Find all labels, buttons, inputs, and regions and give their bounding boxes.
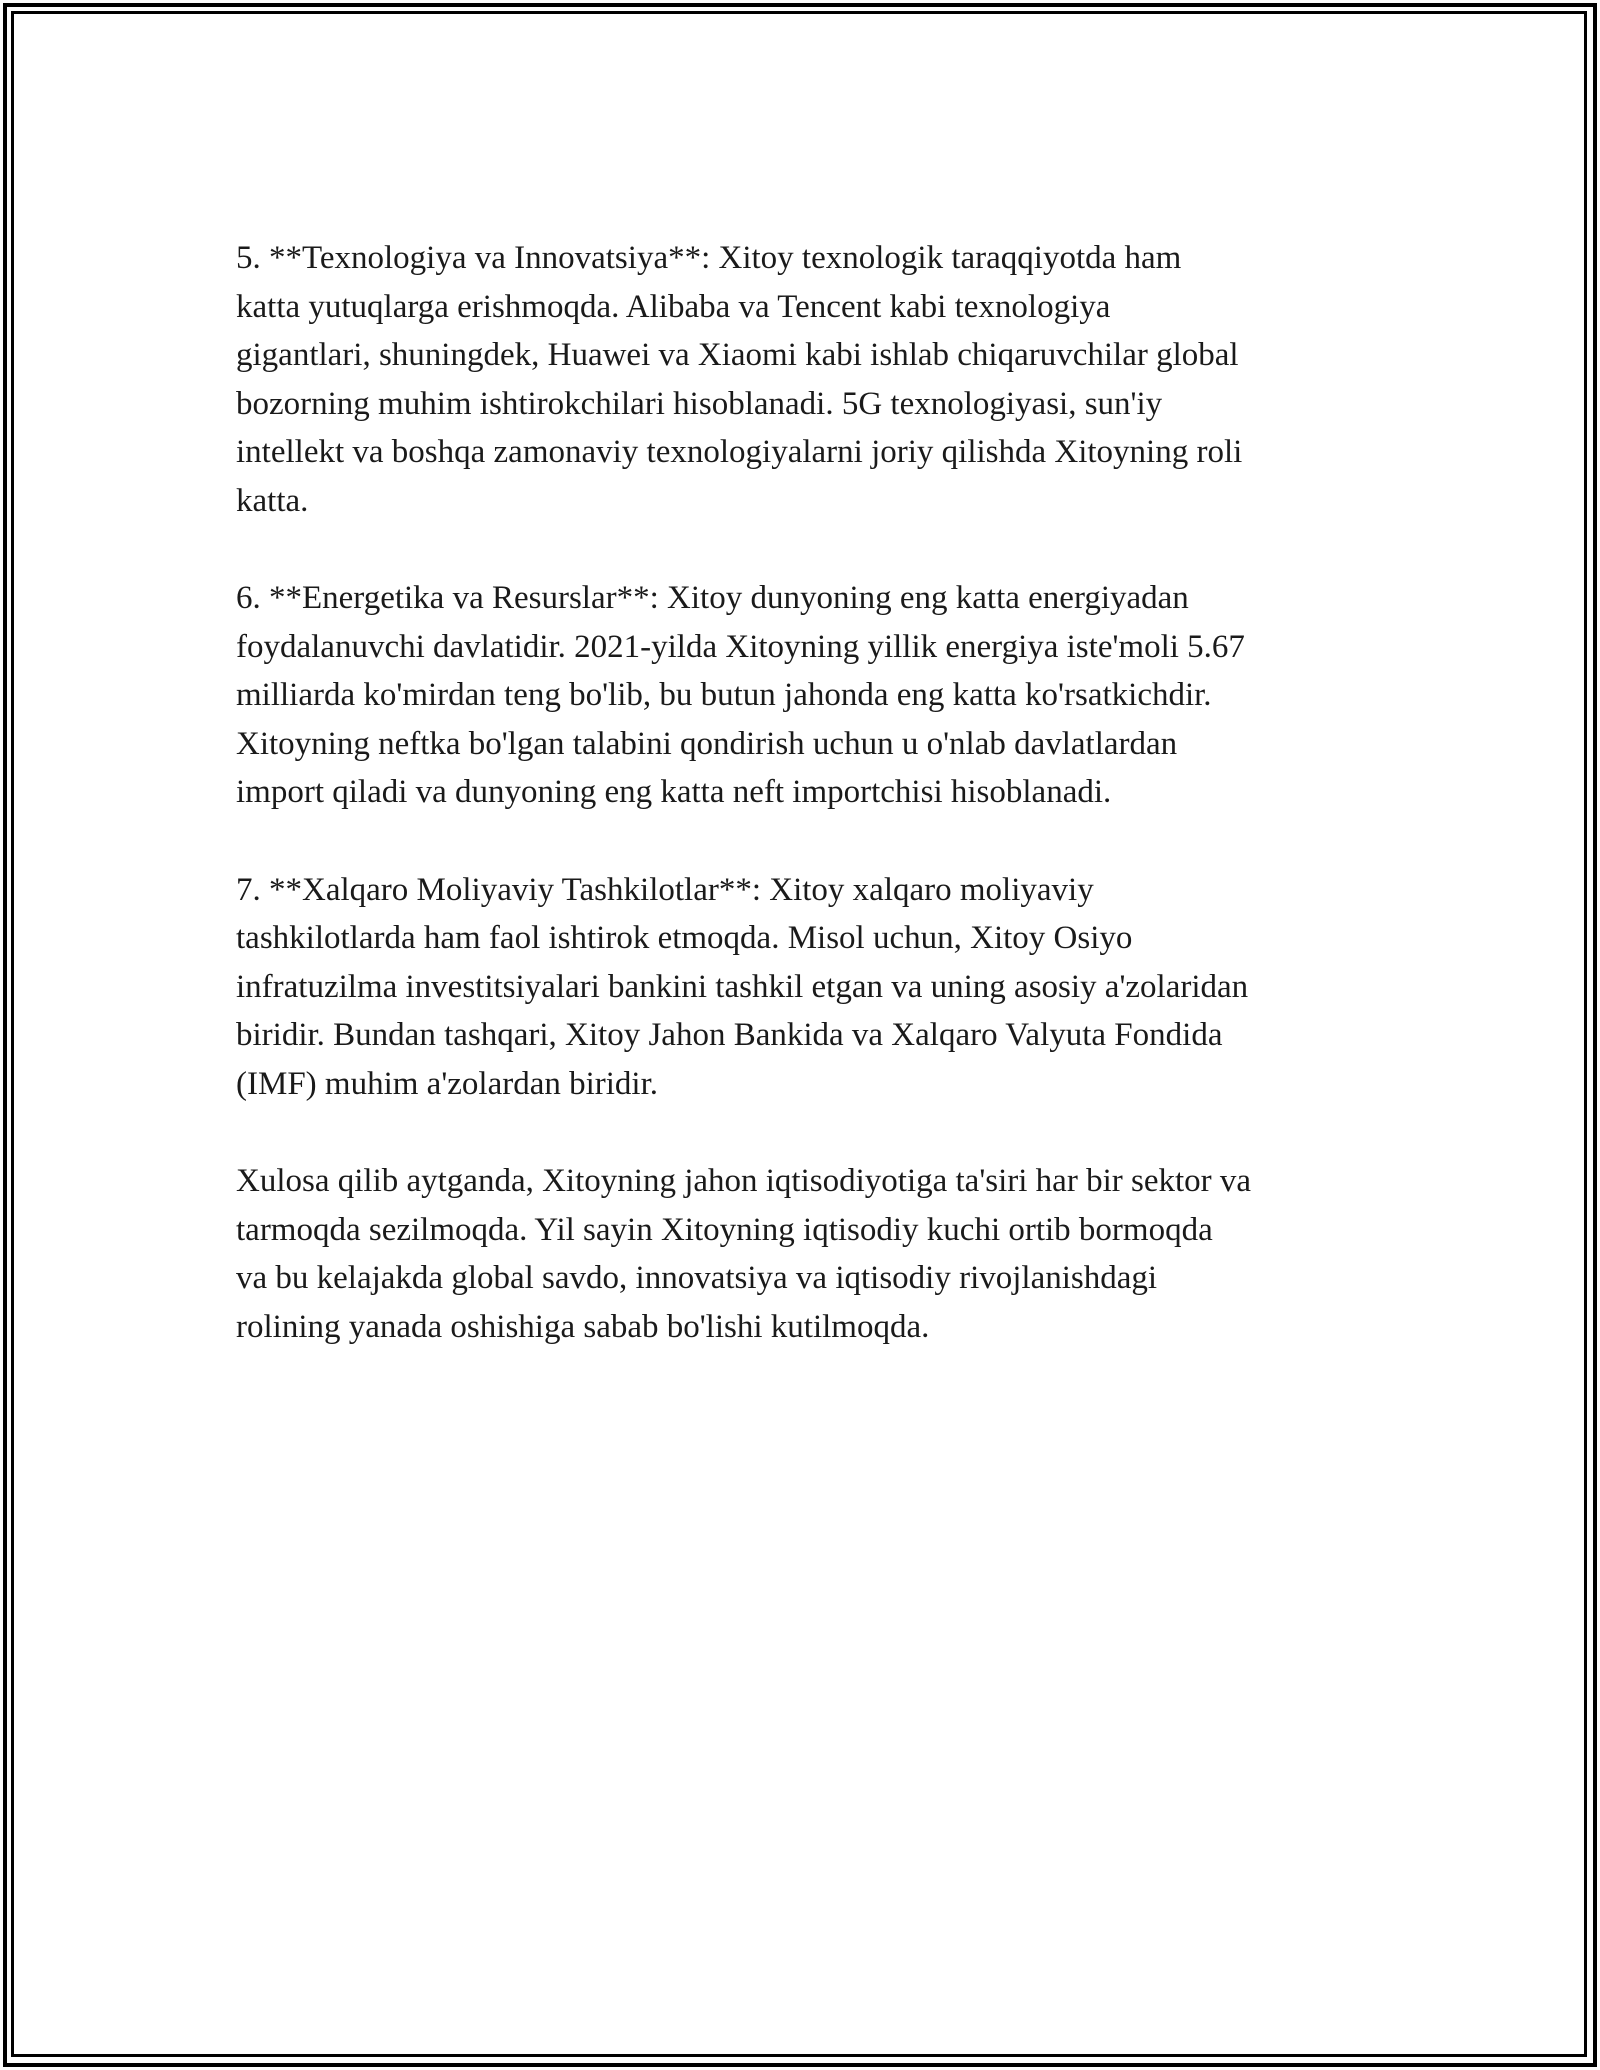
paragraph-energy-resources: 6. **Energetika va Resurslar**: Xitoy dunyoning eng katta energiyadan foydalanuvchi davlatidir. 2021-yilda Xitoyning yillik energiya iste'moli 5.67 milliarda ko'mirdan teng bo'lib, bu butun jahonda eng katta ko'rsatkichdir. Xitoyning neftka bo'lgan talabini qondirish uchun u o'nlab davlatlardan import qiladi va dunyoning eng katta neft importchisi hisoblanadi. <box>236 580 1245 810</box>
paragraph-international-financial-organizations: 7. **Xalqaro Moliyaviy Tashkilotlar**: Xitoy xalqaro moliyaviy tashkilotlarda ham faol ishtirok etmoqda. Misol uchun, Xitoy Osiyo infratuzilma investitsiyalari bankini tashkil etgan va uning asosiy a'zolaridan biridir. Bundan tashqari, Xitoy Jahon Bankida va Xalqaro Valyuta Fondida (IMF) muhim a'zolardan biridir. <box>236 871 1249 1102</box>
paragraph-technology-innovation: 5. **Texnologiya va Innovatsiya**: Xitoy texnologik taraqqiyotda ham katta yutuqlarga erishmoqda. Alibaba va Tencent kabi texnologiya gigantlari, shuningdek, Huawei va Xiaomi kabi ishlab chiqaruvchilar global bozorning muhim ishtirokchilari hisoblanadi. 5G texnologiyasi, sun'iy intellekt va boshqa zamonaviy texnologiyalarni joriy qilishda Xitoyning roli katta. <box>236 240 1243 519</box>
document-body <box>236 234 1386 1400</box>
paragraph-conclusion: Xulosa qilib aytganda, Xitoyning jahon iqtisodiyotiga ta'siri har bir sektor va tarmoqda sezilmoqda. Yil sayin Xitoyning iqtisodiy kuchi ortib bormoqda va bu kelajakda global savdo, innovatsiya va iqtisodiy rivojlanishdagi rolining yanada oshishiga sabab bo'lishi kutilmoqda. <box>236 1163 1252 1345</box>
